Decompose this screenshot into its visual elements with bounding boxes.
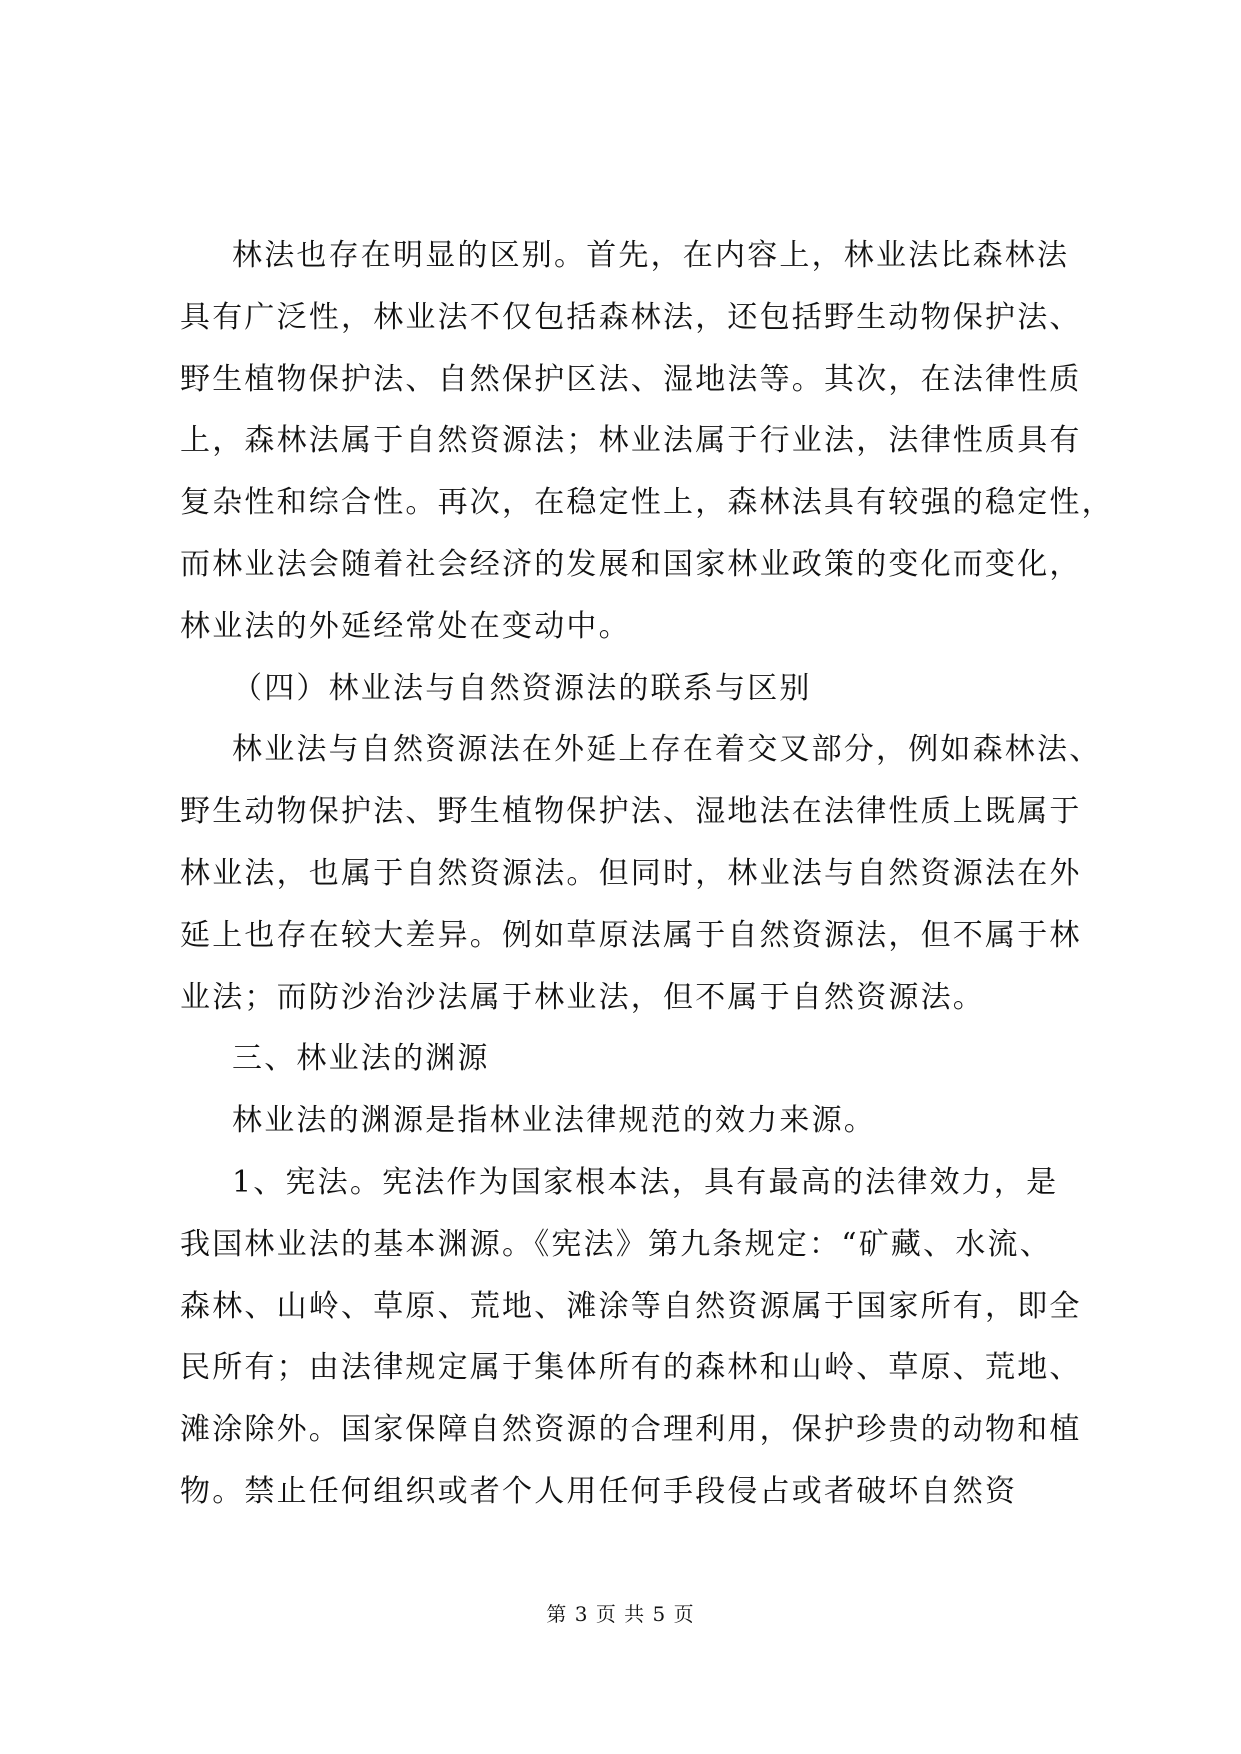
body-line: 森林、山岭、草原、荒地、滩涂等自然资源属于国家所有，即全 [180, 1288, 1082, 1324]
body-line: 林业法的外延经常处在变动中。 [180, 608, 631, 644]
body-line: 我国林业法的基本渊源。《宪法》第九条规定：“矿藏、水流、 [180, 1226, 1052, 1262]
document-body [180, 225, 1114, 1523]
body-line: 滩涂除外。国家保障自然资源的合理利用，保护珍贵的动物和植 [180, 1412, 1082, 1448]
body-line: 林业法的渊源是指林业法律规范的效力来源。 [232, 1103, 876, 1139]
body-line: 林业法，也属于自然资源法。但同时，林业法与自然资源法在外 [180, 855, 1082, 891]
body-line: 具有广泛性，林业法不仅包括森林法，还包括野生动物保护法、 [180, 299, 1082, 335]
section-heading: （四）林业法与自然资源法的联系与区别 [232, 670, 812, 706]
body-line: 物。禁止任何组织或者个人用任何手段侵占或者破坏自然资 [180, 1473, 1018, 1509]
body-line: 野生植物保护法、自然保护区法、湿地法等。其次，在法律性质 [180, 361, 1082, 397]
body-line: 野生动物保护法、野生植物保护法、湿地法在法律性质上既属于 [180, 794, 1082, 830]
body-line: 林业法与自然资源法在外延上存在着交叉部分，例如森林法、 [232, 732, 1102, 768]
section-heading: 三、林业法的渊源 [232, 1041, 490, 1077]
page-number-footer: 第 3 页 共 5 页 [546, 1602, 695, 1626]
body-line: 延上也存在较大差异。例如草原法属于自然资源法，但不属于林 [180, 917, 1082, 953]
body-line: 林法也存在明显的区别。首先，在内容上，林业法比森林法 [232, 238, 1070, 273]
body-line: 上，森林法属于自然资源法；林业法属于行业法，法律性质具有 [180, 423, 1082, 459]
body-line: 民所有；由法律规定属于集体所有的森林和山岭、草原、荒地、 [180, 1350, 1082, 1386]
body-line: 而林业法会随着社会经济的发展和国家林业政策的变化而变化， [180, 546, 1082, 582]
body-line: 业法；而防沙治沙法属于林业法，但不属于自然资源法。 [180, 979, 985, 1015]
body-line: 1、宪法。宪法作为国家根本法，具有最高的法律效力，是 [232, 1164, 1059, 1200]
body-line: 复杂性和综合性。再次，在稳定性上，森林法具有较强的稳定性， [180, 485, 1114, 521]
